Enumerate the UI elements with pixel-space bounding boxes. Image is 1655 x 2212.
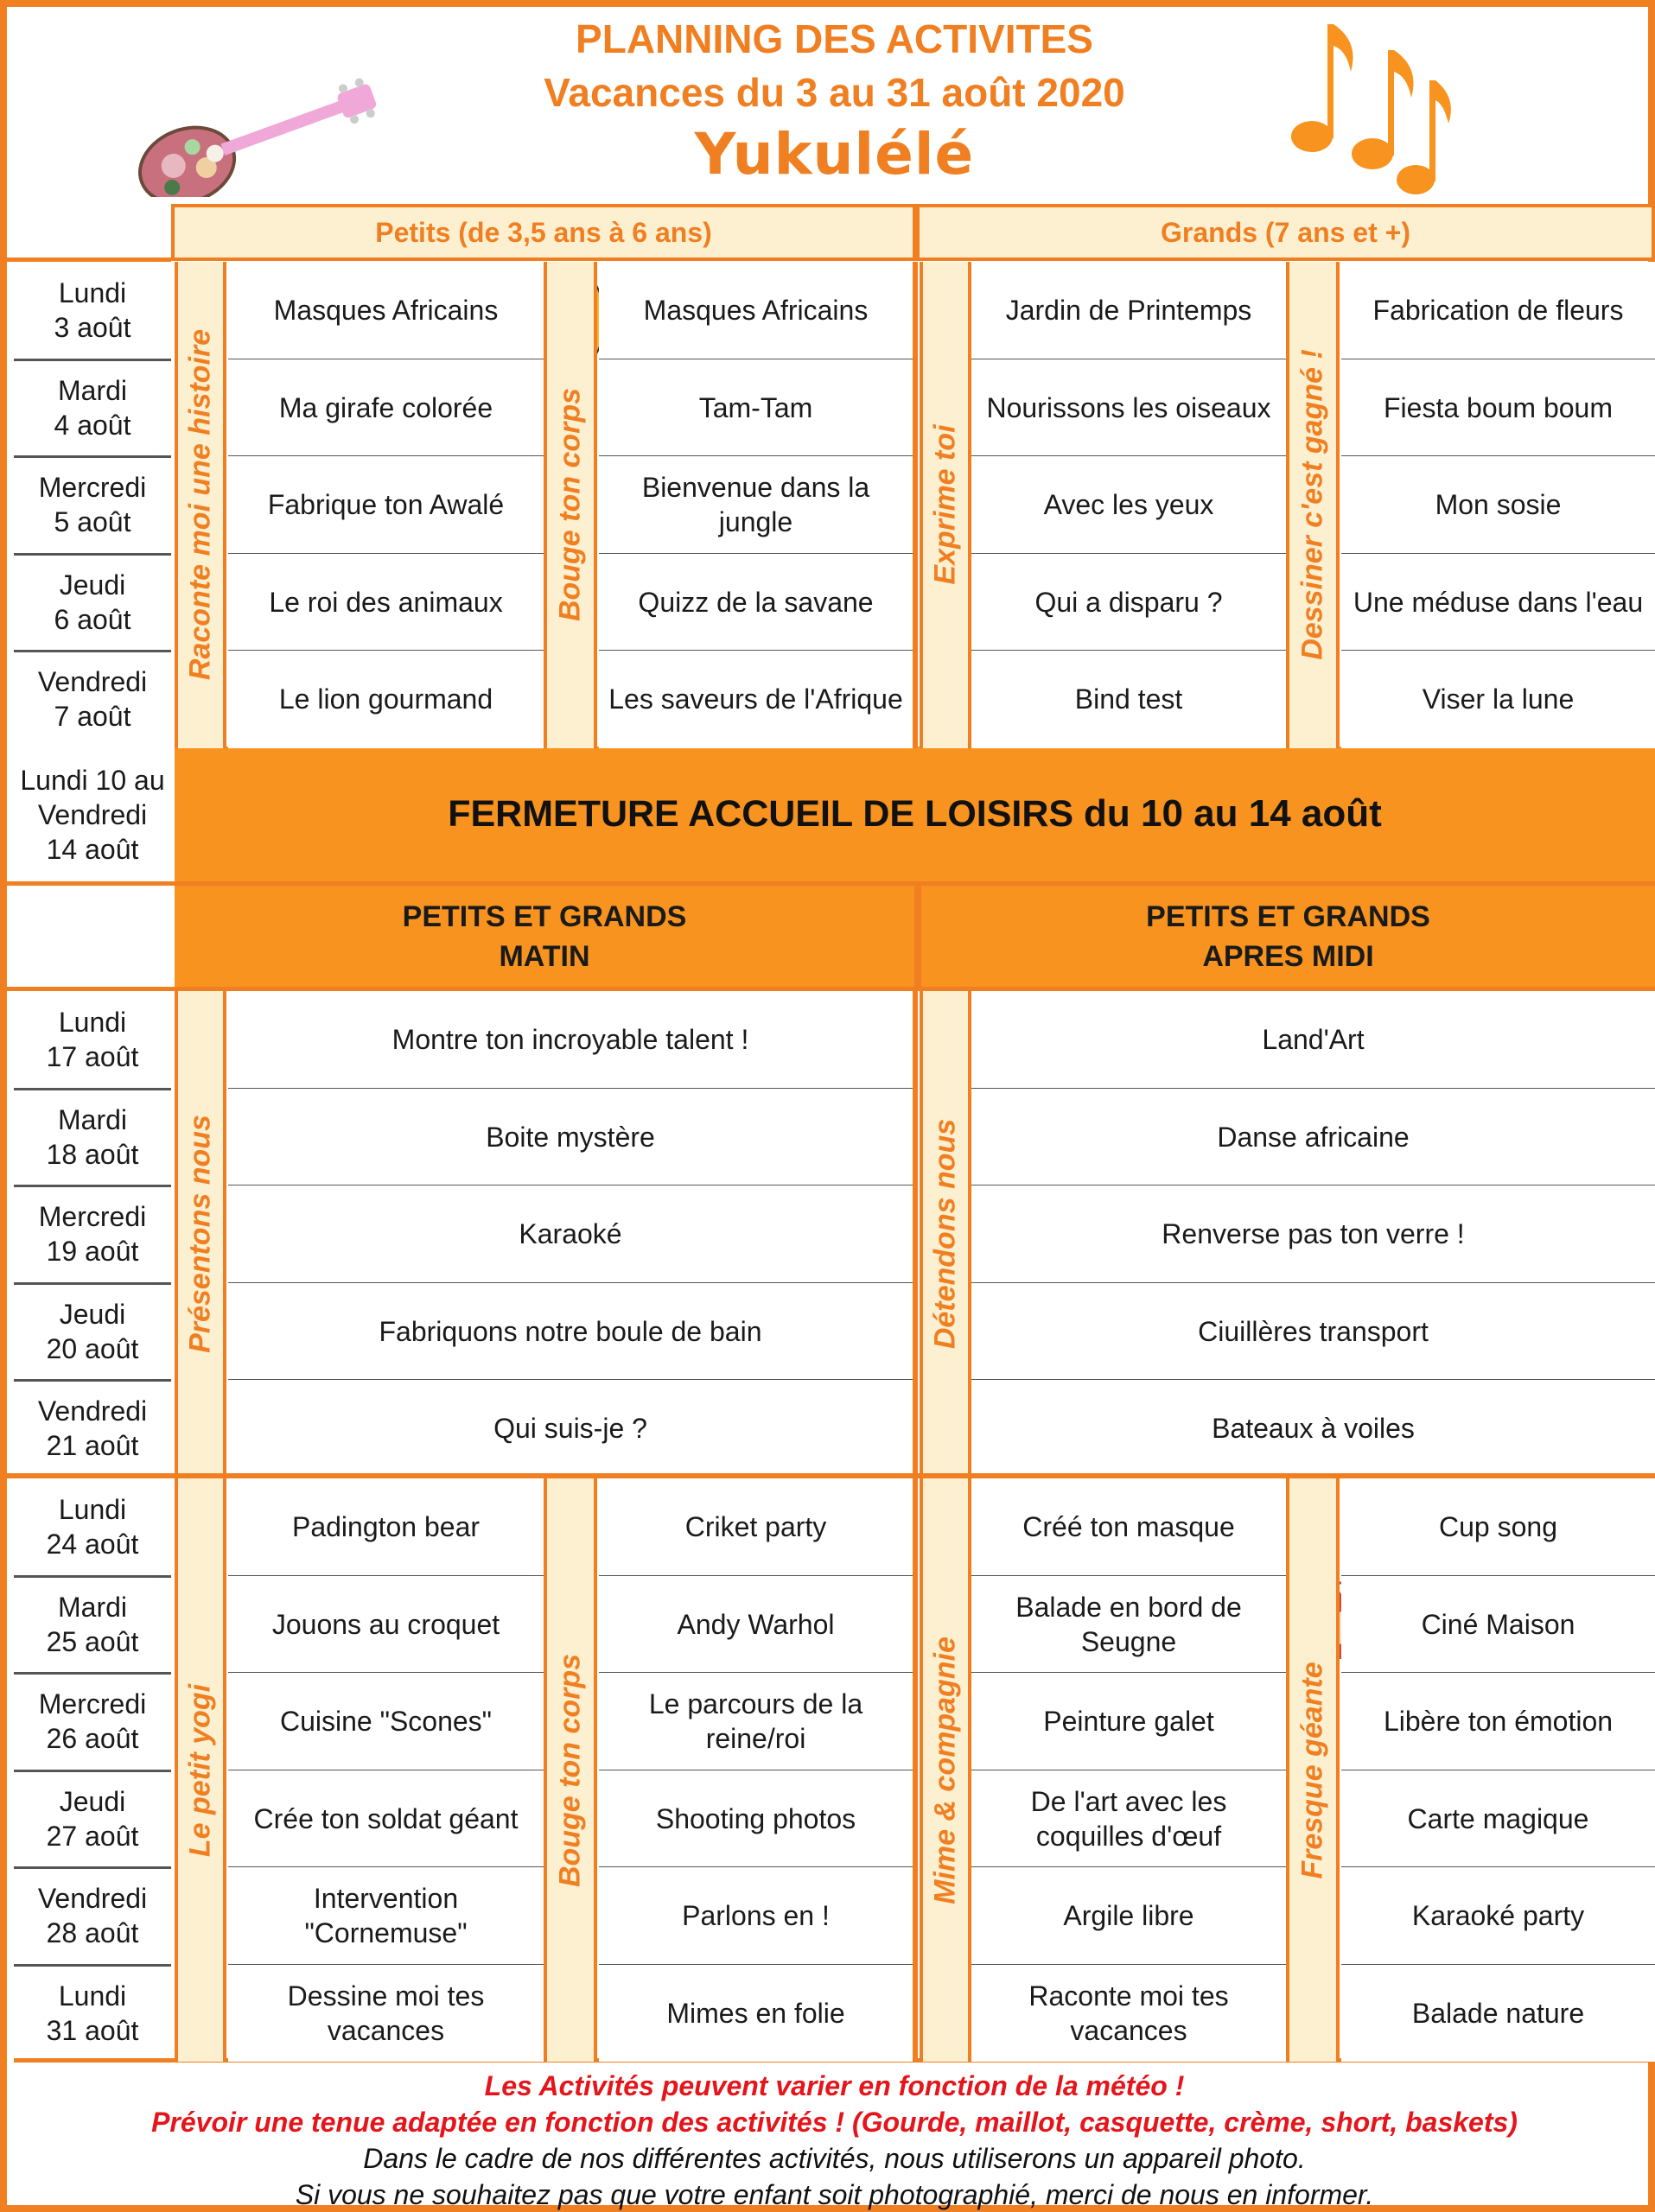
day-label <box>14 262 171 359</box>
activity-text: Argile libre <box>1063 1900 1194 1932</box>
day-label <box>14 1283 171 1381</box>
activity-text: Parlons en ! <box>682 1900 830 1932</box>
activity-cell <box>1341 1965 1655 2063</box>
day-label <box>14 1867 171 1965</box>
activity-cell <box>971 359 1286 457</box>
week3-header-afternoon-line2: APRES MIDI <box>1202 940 1374 973</box>
day-name: Vendredi <box>37 666 148 698</box>
theme-label: Le petit yogi <box>183 1683 217 1857</box>
activity-text: Avec les yeux <box>1043 489 1214 521</box>
theme-label: Exprime toi <box>928 424 962 585</box>
day-name: Jeudi <box>59 1785 126 1817</box>
activity-cell <box>971 1185 1655 1283</box>
activity-cell <box>228 1380 913 1478</box>
activity-text: Danse africaine <box>1217 1121 1410 1153</box>
day-date: 31 août <box>46 2014 139 2046</box>
activity-text: Shooting photos <box>655 1802 856 1834</box>
activity-cell <box>228 1965 544 2063</box>
day-date: 17 août <box>46 1041 139 1073</box>
activity-cell <box>1341 456 1655 554</box>
day-label <box>14 1576 171 1674</box>
activity-cell <box>599 359 913 457</box>
day-name: Lundi <box>58 1007 127 1039</box>
footer-photo-notice: Dans le cadre de nos différentes activités, nous utiliserons un appareil photo. <box>363 2143 1306 2174</box>
day-label <box>14 1673 171 1770</box>
activity-text: De l'art avec les coquilles d'œuf <box>1030 1785 1227 1852</box>
activity-cell <box>971 1770 1286 1868</box>
activity-text: Land'Art <box>1262 1024 1365 1056</box>
week3-header-morning <box>175 886 914 988</box>
activity-cell <box>971 651 1286 748</box>
closure-rest: du 10 au 14 août <box>1084 792 1382 835</box>
day-name: Lundi <box>58 1494 127 1526</box>
activity-text: Une méduse dans l'eau <box>1353 586 1644 618</box>
activity-cell <box>1341 554 1655 652</box>
day-date: 26 août <box>46 1723 139 1755</box>
activity-text: Cuisine "Scones" <box>279 1706 493 1738</box>
activity-cell <box>599 1770 913 1868</box>
activity-cell <box>1341 651 1655 748</box>
activity-cell <box>1341 1673 1655 1770</box>
activity-text: Ma girafe colorée <box>278 391 493 423</box>
activity-cell <box>971 1478 1286 1576</box>
footer-notes <box>14 2058 1655 2212</box>
activity-cell <box>228 1770 544 1868</box>
activity-text: Fabriquons notre boule de bain <box>379 1315 762 1347</box>
activity-text: Crée ton soldat géant <box>253 1802 519 1834</box>
activity-text: Cup song <box>1439 1511 1557 1543</box>
day-label <box>14 991 171 1089</box>
activity-cell <box>971 1965 1286 2063</box>
activity-cell <box>228 456 544 554</box>
column-divider <box>913 262 918 748</box>
activity-text: Fabrication de fleurs <box>1372 295 1624 327</box>
activity-text: Les saveurs de l'Afrique <box>608 683 903 715</box>
activity-cell <box>228 1185 913 1283</box>
activity-cell <box>599 1673 913 1770</box>
activity-text: Masques Africains <box>273 295 499 327</box>
day-date: 18 août <box>46 1138 139 1170</box>
divider <box>914 886 921 988</box>
group-header-big: Grands (7 ans et +) <box>916 204 1655 261</box>
day-name: Mardi <box>57 1591 127 1623</box>
activity-cell <box>971 1576 1286 1674</box>
footer-weather-warning: Les Activités peuvent varier en fonction de la météo ! <box>484 2070 1185 2101</box>
day-date: 24 août <box>46 1529 139 1560</box>
day-label <box>14 651 171 748</box>
activity-cell <box>971 1673 1286 1770</box>
activity-cell <box>599 1965 913 2063</box>
activity-cell <box>228 1576 544 1674</box>
activity-text: Bienvenue dans la jungle <box>641 472 870 538</box>
week3-header-morning-line1: PETITS ET GRANDS <box>402 900 687 933</box>
activity-cell <box>228 359 544 457</box>
week3-header-morning-line2: MATIN <box>499 940 590 973</box>
day-label <box>14 456 171 554</box>
activity-cell <box>971 1283 1655 1381</box>
activity-cell <box>1341 1770 1655 1868</box>
day-label <box>14 1380 171 1478</box>
day-date: 7 août <box>54 701 131 733</box>
activity-text: Fiesta boum boum <box>1383 391 1613 423</box>
activity-text: Masques Africains <box>643 295 869 327</box>
day-name: Mercredi <box>38 1201 147 1233</box>
activity-cell <box>228 1867 544 1965</box>
activity-cell <box>1341 1576 1655 1674</box>
group-header-small: Petits (de 3,5 ans à 6 ans) <box>171 204 916 261</box>
day-label <box>14 359 171 457</box>
activity-cell <box>1341 1867 1655 1965</box>
activity-text: Jardin de Printemps <box>1005 295 1252 327</box>
activity-text: Tam-Tam <box>698 391 813 423</box>
activity-text: Montre ton incroyable talent ! <box>391 1024 749 1056</box>
day-name: Mercredi <box>38 1688 147 1720</box>
day-date: 28 août <box>46 1917 139 1949</box>
day-label <box>14 1185 171 1283</box>
footer-photo-optout: Si vous ne souhaitez pas que votre enfant soit photographié, merci de nous en informer. <box>295 2179 1374 2210</box>
theme-label: Bouge ton corps <box>553 388 587 622</box>
activity-text: Peinture galet <box>1043 1706 1214 1738</box>
closure-day-text: Lundi 10 au Vendredi 14 août <box>20 765 165 865</box>
page-subtitle-dates: Vacances du 3 au 31 août 2020 <box>544 70 1125 115</box>
day-name: Lundi <box>58 277 127 309</box>
day-date: 5 août <box>54 506 131 538</box>
activity-text: Libère ton émotion <box>1383 1706 1614 1738</box>
activity-cell <box>1341 262 1655 359</box>
week3-header-afternoon-line1: PETITS ET GRANDS <box>1146 900 1430 933</box>
activity-cell <box>599 1576 913 1674</box>
activity-text: Balade nature <box>1411 1997 1585 2029</box>
activity-text: Ciné Maison <box>1421 1608 1575 1640</box>
page-theme: Yukulélé <box>694 121 975 188</box>
week3-header-afternoon <box>921 886 1655 988</box>
activity-text: Carte magique <box>1407 1802 1589 1834</box>
activity-cell <box>971 262 1286 359</box>
day-name: Mardi <box>57 1103 127 1135</box>
activity-cell <box>971 1089 1655 1186</box>
day-name: Vendredi <box>37 1395 148 1427</box>
ukulele-image <box>115 54 391 197</box>
theme-label: Fresque géante <box>1295 1661 1329 1879</box>
activity-text: Intervention "Cornemuse" <box>304 1883 468 1949</box>
day-name: Vendredi <box>37 1883 148 1915</box>
activity-text: Ciuillères transport <box>1198 1315 1429 1347</box>
activity-text: Qui a disparu ? <box>1034 586 1223 618</box>
activity-cell <box>228 991 913 1089</box>
activity-text: Boite mystère <box>486 1121 655 1153</box>
day-date: 21 août <box>46 1430 139 1462</box>
activity-cell <box>971 456 1286 554</box>
theme-label: Raconte moi une histoire <box>183 329 217 681</box>
activity-text: Quizz de la savane <box>638 586 874 618</box>
theme-label: Détendons nous <box>928 1119 962 1350</box>
closure-bold: FERMETURE ACCUEIL DE LOISIRS <box>448 792 1074 835</box>
theme-label: Dessiner c'est gagné ! <box>1295 349 1329 661</box>
activity-text: Viser la lune <box>1422 683 1575 715</box>
activity-text: Criket party <box>684 1511 827 1543</box>
day-label <box>14 554 171 652</box>
closure-day-label <box>14 746 171 884</box>
activity-text: Dessine moi tes vacances <box>287 1980 485 2046</box>
music-notes-icon <box>1277 16 1459 201</box>
day-name: Jeudi <box>59 569 126 601</box>
activity-text: Renverse pas ton verre ! <box>1162 1218 1465 1250</box>
activity-text: Créé ton masque <box>1022 1511 1235 1543</box>
day-name: Lundi <box>58 1980 127 2012</box>
activity-cell <box>971 554 1286 652</box>
day-name: Mardi <box>57 374 127 406</box>
activity-cell <box>599 651 913 748</box>
day-name: Mercredi <box>38 472 147 504</box>
activity-text: Karaoké <box>519 1218 622 1250</box>
day-name: Jeudi <box>59 1298 126 1330</box>
activity-text: Karaoké party <box>1411 1900 1585 1932</box>
day-label <box>14 1770 171 1868</box>
activity-cell <box>228 554 544 652</box>
day-label <box>14 1478 171 1576</box>
day-date: 19 août <box>46 1236 139 1268</box>
activity-text: Mon sosie <box>1435 489 1562 521</box>
theme-label: Présentons nous <box>183 1115 217 1354</box>
activity-text: Bind test <box>1074 683 1183 715</box>
activity-cell <box>1341 359 1655 457</box>
activity-text: Le parcours de la reine/roi <box>648 1688 863 1755</box>
activity-text: Jouons au croquet <box>271 1608 500 1640</box>
page-title: PLANNING DES ACTIVITES <box>576 16 1093 61</box>
activity-text: Balade en bord de Seugne <box>1015 1591 1242 1657</box>
activity-cell <box>228 1673 544 1770</box>
day-date: 20 août <box>46 1332 139 1364</box>
activity-cell <box>599 262 913 359</box>
activity-text: Nourissons les oiseaux <box>986 391 1271 423</box>
day-label <box>14 1965 171 2063</box>
theme-label: Bouge ton corps <box>553 1653 587 1887</box>
activity-cell <box>599 554 913 652</box>
activity-text: Le roi des animaux <box>269 586 503 618</box>
activity-cell <box>971 991 1655 1089</box>
activity-text: Fabrique ton Awalé <box>267 489 505 521</box>
day-date: 6 août <box>54 603 131 635</box>
activity-cell <box>971 1867 1286 1965</box>
activity-cell <box>228 262 544 359</box>
activity-text: Raconte moi tes vacances <box>1028 1980 1229 2046</box>
closure-banner <box>175 747 1655 881</box>
day-label <box>14 1089 171 1186</box>
activity-cell <box>228 1478 544 1576</box>
day-date: 3 août <box>54 312 131 344</box>
activity-cell <box>228 651 544 748</box>
day-date: 27 août <box>46 1820 139 1852</box>
column-divider <box>913 991 918 1478</box>
activity-text: Padington bear <box>291 1511 481 1543</box>
activity-cell <box>1341 1478 1655 1576</box>
activity-text: Qui suis-je ? <box>493 1413 647 1445</box>
activity-cell <box>228 1089 913 1186</box>
activity-text: Mimes en folie <box>666 1997 845 2029</box>
activity-text: Andy Warhol <box>677 1608 835 1640</box>
activity-cell <box>228 1283 913 1381</box>
activity-cell <box>971 1380 1655 1478</box>
activity-text: Le lion gourmand <box>278 683 493 715</box>
theme-label: Mime & compagnie <box>928 1636 962 1904</box>
activity-text: Bateaux à voiles <box>1212 1413 1415 1445</box>
footer-outfit-warning: Prévoir une tenue adaptée en fonction des activités ! (Gourde, maillot, casquette, crème, short, baskets) <box>151 2107 1518 2138</box>
activity-cell <box>599 1867 913 1965</box>
day-date: 4 août <box>54 409 131 441</box>
activity-cell <box>599 456 913 554</box>
activity-cell <box>599 1478 913 1576</box>
column-divider <box>913 1478 918 2062</box>
day-date: 25 août <box>46 1625 139 1657</box>
